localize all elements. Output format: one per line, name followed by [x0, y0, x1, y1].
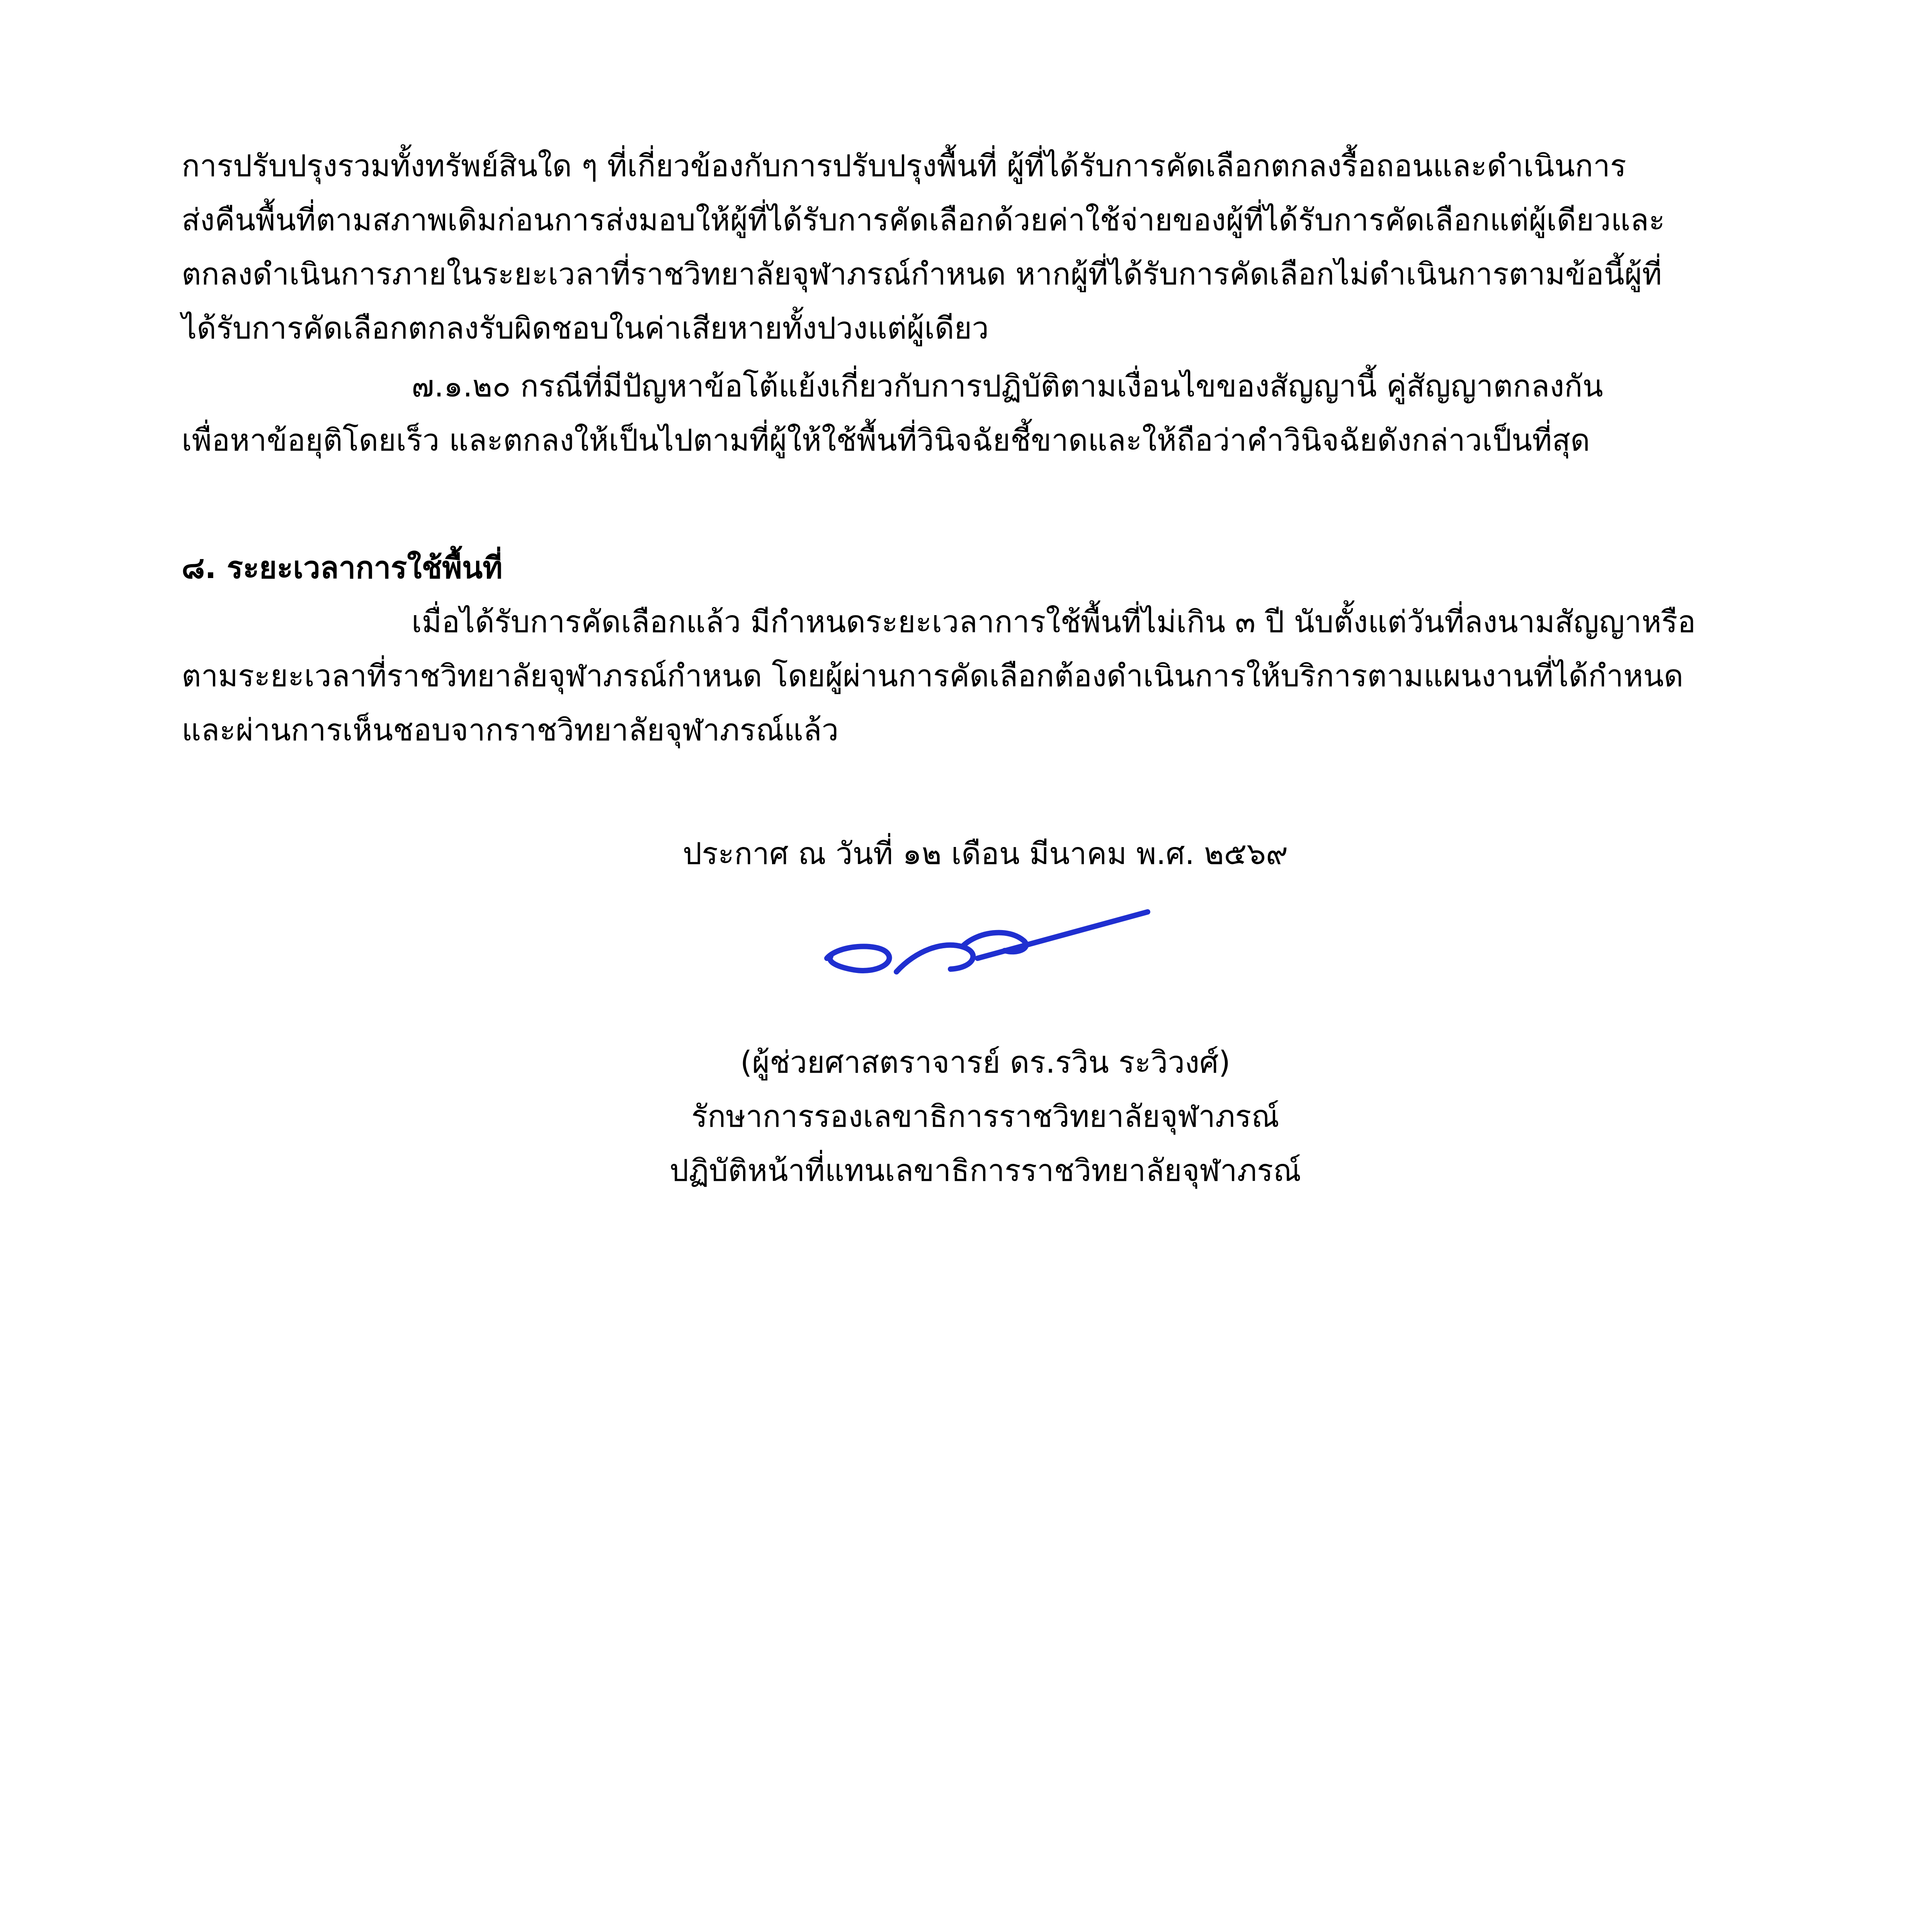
- signatory-position: รักษาการรองเลขาธิการราชวิทยาลัยจุฬาภรณ์: [691, 1099, 1279, 1134]
- signatory-name: (ผู้ช่วยศาสตราจารย์ ดร.รวิน ระวิวงศ์): [740, 1045, 1231, 1080]
- handwritten-signature: [815, 904, 1163, 997]
- paragraph-7-1-20: [182, 359, 1789, 468]
- announcement-date: [0, 827, 1932, 881]
- paragraph-line: เมื่อได้รับการคัดเลือกแล้ว มีกำหนดระยะเวลาการใช้พื้นที่ไม่เกิน ๓ ปี นับตั้งแต่วันที่ลงนามสัญญาหรือ: [412, 605, 1696, 639]
- paragraph-line: เพื่อหาข้อยุติโดยเร็ว และตกลงให้เป็นไปตามที่ผู้ให้ใช้พื้นที่วินิจฉัยชี้ขาดและให้ถือว่าคำวินิจฉัยดังกล่าวเป็นที่สุด: [182, 423, 1590, 458]
- signatory-position: ปฏิบัติหน้าที่แทนเลขาธิการราชวิทยาลัยจุฬาภรณ์: [669, 1153, 1301, 1188]
- paragraph-line: ตกลงดำเนินการภายในระยะเวลาที่ราชวิทยาลัยจุฬาภรณ์กำหนด หากผู้ที่ได้รับการคัดเลือกไม่ดำเนินการตามข้อนี้ผู้ที่: [182, 257, 1662, 292]
- paragraph-7-1-19: [182, 139, 1789, 355]
- paragraph-line: ได้รับการคัดเลือกตกลงรับผิดชอบในค่าเสียหายทั้งปวงแต่ผู้เดียว: [182, 311, 989, 346]
- paragraph-line: ส่งคืนพื้นที่ตามสภาพเดิมก่อนการส่งมอบให้ผู้ที่ได้รับการคัดเลือกด้วยค่าใช้จ่ายของผู้ที่ได้รับการคัดเลือกแต่ผู้เดียวและ: [182, 203, 1665, 238]
- announcement-date-text: ประกาศ ณ วันที่ ๑๒ เดือน มีนาคม พ.ศ. ๒๕๖๙: [682, 837, 1288, 871]
- paragraph-line: ๗.๑.๒๐ กรณีที่มีปัญหาข้อโต้แย้งเกี่ยวกับการปฏิบัติตามเงื่อนไขของสัญญานี้ คู่สัญญาตกลงกัน: [412, 369, 1603, 404]
- paragraph-line: การปรับปรุงรวมทั้งทรัพย์สินใด ๆ ที่เกี่ยวข้องกับการปรับปรุงพื้นที่ ผู้ที่ได้รับการคัดเลือกตกลงรื้อถอนและดำเนินการ: [182, 149, 1626, 184]
- paragraph-line: และผ่านการเห็นชอบจากราชวิทยาลัยจุฬาภรณ์แล้ว: [182, 713, 839, 748]
- section-8: [182, 541, 1789, 757]
- section-8-heading: ๘. ระยะเวลาการใช้พื้นที่: [182, 551, 503, 585]
- signature-icon: [815, 904, 1163, 997]
- signatory-block: [0, 1036, 1932, 1198]
- paragraph-line: ตามระยะเวลาที่ราชวิทยาลัยจุฬาภรณ์กำหนด โดยผู้ผ่านการคัดเลือกต้องดำเนินการให้บริการตามแผนงานที่ได้กำหนด: [182, 659, 1684, 694]
